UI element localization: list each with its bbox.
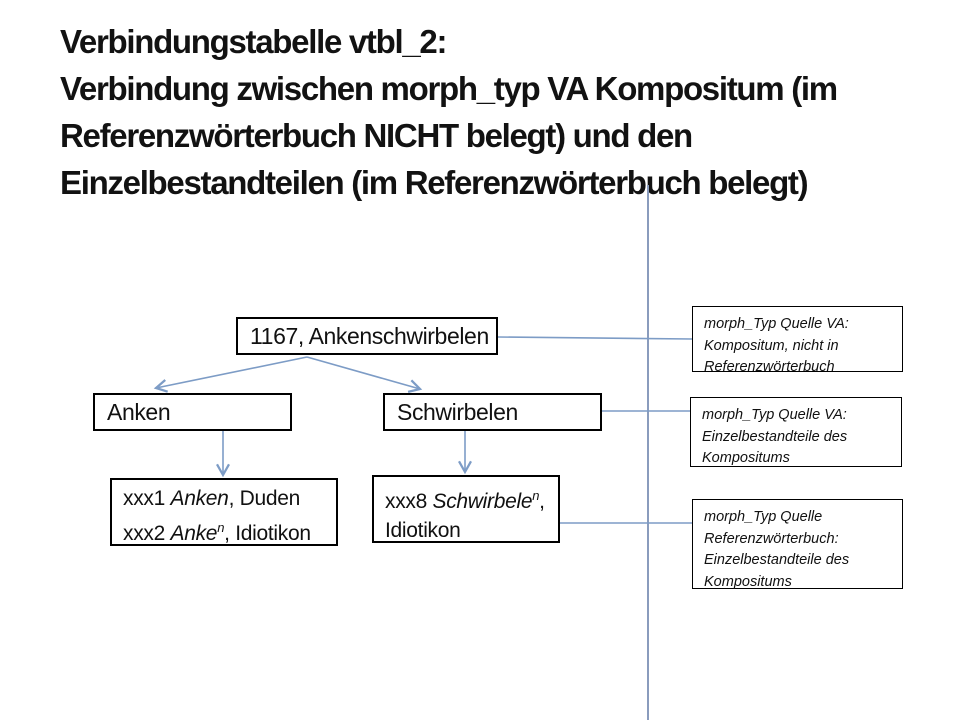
entry-line: xxx1 Anken, Duden (123, 487, 301, 510)
arrow-compound-to-schwirbelen (307, 357, 420, 389)
note-line: Kompositums (704, 573, 792, 590)
node-compound-label: 1167, Ankenschwirbelen (250, 322, 489, 349)
note-line: Referenzwörterbuch (704, 359, 835, 375)
note-line: morph_Typ Quelle VA: (704, 316, 849, 332)
note-line: Einzelbestandteile des (704, 552, 850, 568)
note-line: Referenzwörterbuch: (704, 530, 839, 547)
node-entries-schwirbelen (372, 475, 560, 543)
node-compound (236, 317, 498, 355)
note-line: morph_Typ Quelle VA: (702, 407, 847, 423)
node-schwirbelen (383, 393, 602, 431)
connector-compound-to-note (498, 337, 692, 339)
note-einzelbestandteile-va (690, 397, 902, 467)
entry-line: Idiotikon (385, 519, 461, 542)
note-line: Einzelbestandteile des (702, 428, 848, 445)
node-schwirbelen-label: Schwirbelen (397, 398, 518, 425)
note-line: Kompositums (702, 450, 790, 466)
title-line-2: Verbindung zwischen morph_typ VA Kompositum (im (60, 70, 837, 107)
node-anken-label: Anken (107, 398, 171, 425)
note-einzelbestandteile-ref (692, 499, 903, 589)
node-anken (93, 393, 292, 431)
note-line: morph_Typ Quelle (704, 509, 823, 525)
title-line-1: Verbindungstabelle vtbl_2: (60, 23, 447, 60)
arrow-compound-to-anken (156, 357, 307, 388)
title-line-4: Einzelbestandteilen (im Referenzwörterbuch belegt) (60, 164, 808, 201)
entry-line: xxx8 Schwirbele$^n$, (385, 488, 545, 513)
node-entries-anken (110, 478, 338, 546)
title-line-3: Referenzwörterbuch NICHT belegt) und den (60, 117, 692, 154)
note-kompositum-va (692, 306, 903, 375)
note-line: Kompositum, nicht in (704, 337, 839, 354)
entry-line: xxx2 Anke$^n$, Idiotikon (123, 520, 311, 545)
